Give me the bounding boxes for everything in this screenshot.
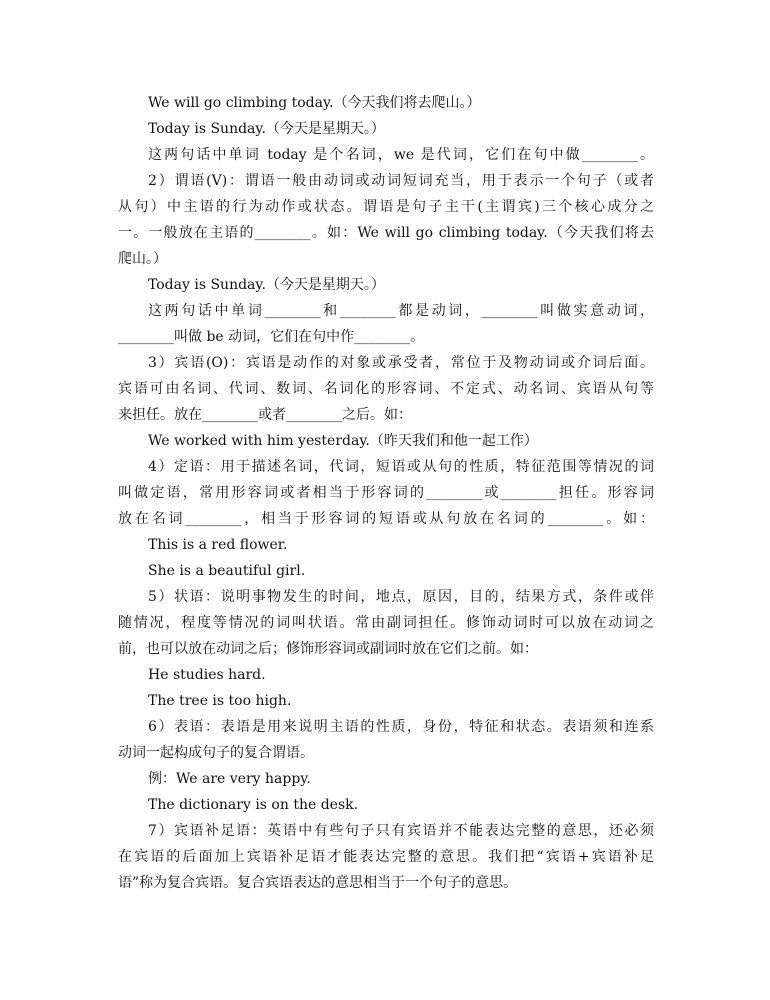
paragraph-line: 放在名词________，相当于形容词的短语或从句放在名词的________。如：: [118, 511, 654, 527]
fill-in-blank-sentence: 这两句话中单词 today 是个名词，we 是代词，它们在句中做________。: [148, 147, 654, 163]
paragraph-line: 前，也可以放在动词之后；修饰形容词或副词时放在它们之前。如：: [118, 641, 538, 657]
paragraph-line: 动词一起构成句子的复合谓语。: [118, 745, 314, 761]
paragraph-line: 在宾语的后面加上宾语补足语才能表达完整的意思。我们把“宾语+宾语补足: [118, 849, 654, 865]
example-sentence: 例：We are very happy.: [148, 771, 311, 787]
example-sentence: We worked with him yesterday.（昨天我们和他一起工作）: [148, 433, 538, 449]
paragraph-line: 宾语可由名词、代词、数词、名词化的形容词、不定式、动名词、宾语从句等: [118, 381, 654, 397]
paragraph-line: 语”称为复合宾语。复合宾语表达的意思相当于一个句子的意思。: [118, 875, 518, 891]
section-heading-predicate: 2）谓语(V)：谓语一般由动词或动词短词充当，用于表示一个句子（或者: [148, 173, 654, 189]
paragraph-line: 爬山。）: [118, 251, 167, 267]
section-heading-predicative: 6）表语：表语是用来说明主语的性质，身份，特征和状态。表语须和连系: [148, 719, 654, 735]
example-sentence: Today is Sunday.（今天是星期天。）: [148, 277, 385, 293]
section-heading-object-complement: 7）宾语补足语：英语中有些句子只有宾语并不能表达完整的意思，还必须: [148, 823, 654, 839]
section-heading-object: 3）宾语(O)：宾语是动作的对象或承受者，常位于及物动词或介词后面。: [148, 355, 654, 371]
paragraph-line: 一。一般放在主语的________。如：We will go climbing today.（今天我们将去: [118, 225, 654, 241]
paragraph-line: 来担任。放在________或者________之后。如：: [118, 407, 412, 423]
fill-in-blank-sentence: 这两句话中单词________和________都是动词，________叫做实意动词，: [148, 303, 654, 319]
section-heading-adverbial: 5）状语：说明事物发生的时间，地点，原因，目的，结果方式，条件或伴: [148, 589, 654, 605]
example-sentence: Today is Sunday.（今天是星期天。）: [148, 121, 385, 137]
paragraph-line: 从句）中主语的行为动作或状态。谓语是句子主干(主谓宾)三个核心成分之: [118, 199, 654, 215]
example-sentence: She is a beautiful girl.: [148, 563, 306, 579]
example-sentence: The tree is too high.: [148, 693, 292, 709]
fill-in-blank-sentence: ________叫做 be 动词，它们在句中作________。: [118, 329, 425, 345]
example-sentence: He studies hard.: [148, 667, 266, 683]
document-body: [118, 90, 654, 896]
example-sentence: We will go climbing today.（今天我们将去爬山。）: [148, 95, 481, 111]
section-heading-attribute: 4）定语：用于描述名词，代词，短语或从句的性质，特征范围等情况的词: [148, 459, 654, 475]
paragraph-line: 随情况，程度等情况的词叫状语。常由副词担任。修饰动词时可以放在动词之: [118, 615, 654, 631]
paragraph-line: 叫做定语，常用形容词或者相当于形容词的________或________担任。形容词: [118, 485, 654, 501]
example-sentence: This is a red flower.: [148, 537, 288, 553]
example-sentence: The dictionary is on the desk.: [148, 797, 359, 813]
